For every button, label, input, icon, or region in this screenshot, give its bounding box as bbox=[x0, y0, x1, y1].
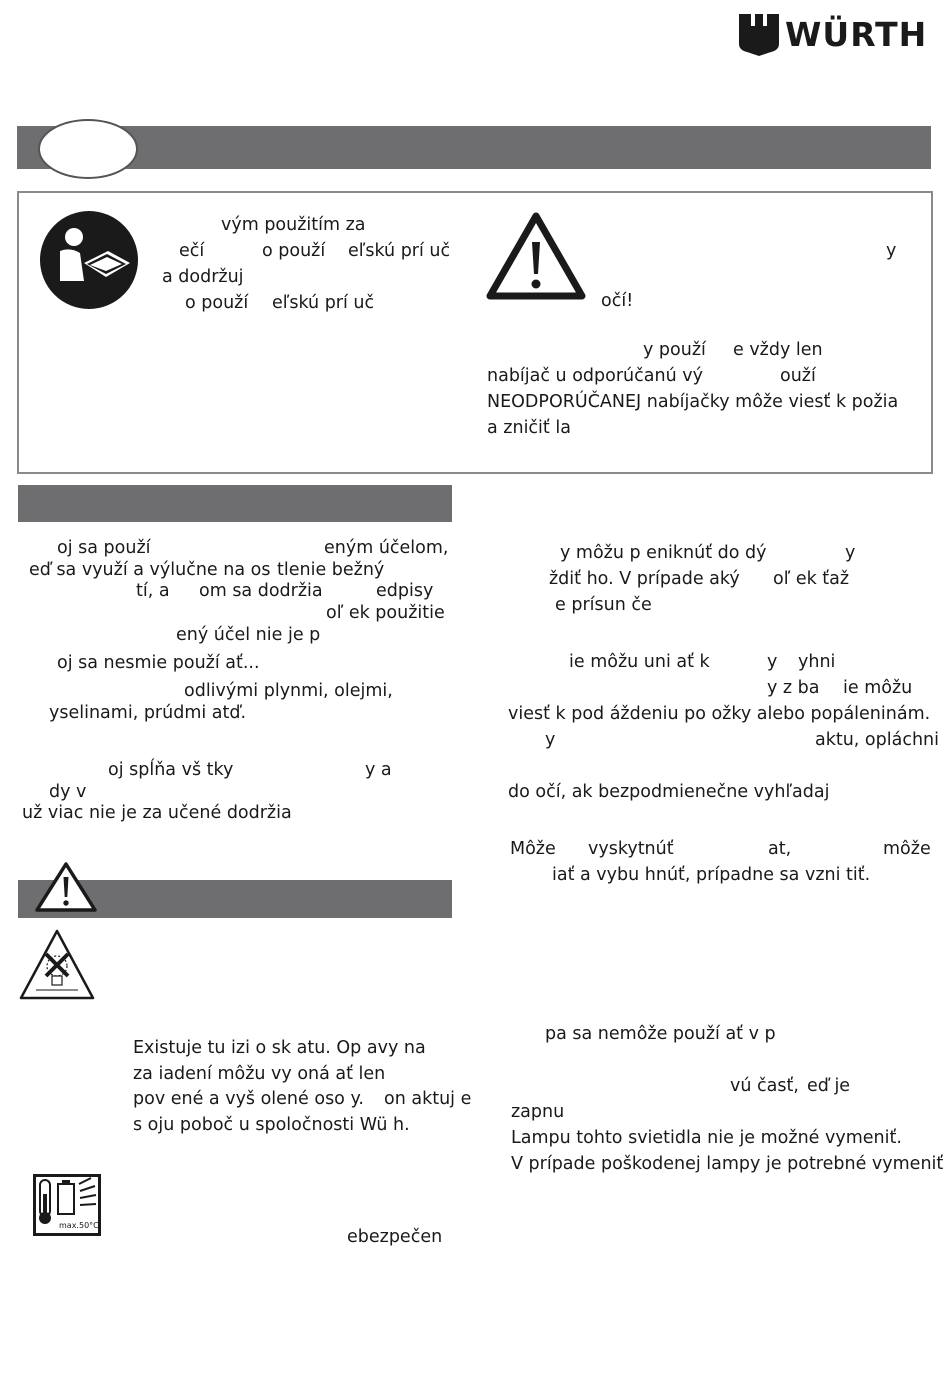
body-line: yselinami, prúdmi atď. bbox=[49, 703, 247, 723]
intro-right-line: ouží bbox=[780, 366, 816, 386]
body-line: pa sa nemôže použí ať v p bbox=[545, 1024, 776, 1044]
body-line: yhni bbox=[798, 652, 836, 672]
intro-right-line: e vždy len bbox=[733, 340, 823, 360]
body-line: oj sa použí bbox=[57, 538, 151, 558]
body-line: ie môžu bbox=[843, 678, 913, 698]
body-line: ený účel nie je p bbox=[176, 625, 321, 645]
body-line: zapnu bbox=[511, 1102, 565, 1122]
intro-left-line: o použí bbox=[262, 241, 326, 261]
body-line: Existuje tu izi o sk atu. Op avy na bbox=[133, 1038, 426, 1058]
section-bar-intended-use bbox=[18, 485, 452, 522]
intro-right-line: a zničiť la bbox=[487, 418, 571, 438]
body-line: už viac nie je za učené dodržia bbox=[22, 803, 292, 823]
body-line: ebezpečen bbox=[347, 1227, 443, 1247]
body-line: y bbox=[767, 652, 778, 672]
intro-box bbox=[17, 191, 933, 474]
body-line: odlivými plynmi, olejmi, bbox=[184, 681, 393, 701]
battery-temperature-icon bbox=[33, 1174, 101, 1236]
body-line: y bbox=[545, 730, 556, 750]
body-line: pov ené a vyš olené oso y. bbox=[133, 1089, 364, 1109]
body-line: at, bbox=[768, 839, 792, 859]
read-manual-icon bbox=[40, 211, 138, 309]
wurth-logo bbox=[739, 14, 934, 56]
warning-triangle-icon bbox=[486, 212, 586, 300]
body-line: oľ ek použitie bbox=[326, 603, 445, 623]
intro-left-line: o použí bbox=[185, 293, 249, 313]
light-hazard-icon bbox=[18, 928, 96, 1002]
body-line: dy v bbox=[49, 782, 87, 802]
body-line: ie môžu uni ať k bbox=[569, 652, 710, 672]
intro-left-line: a dodržuj bbox=[162, 267, 244, 287]
intro-left-line: eľskú prí uč bbox=[348, 241, 451, 261]
warning-triangle-icon bbox=[34, 861, 98, 913]
body-line: s oju poboč u spoločnosti Wü h. bbox=[133, 1115, 410, 1135]
body-line: on aktuj e bbox=[384, 1089, 472, 1109]
body-line: e prísun če bbox=[555, 595, 652, 615]
body-line: oj spĺňa vš tky bbox=[108, 760, 234, 780]
body-line: oj sa nesmie použí ať... bbox=[57, 653, 260, 673]
body-line: vyskytnúť bbox=[588, 839, 674, 859]
body-line: za iadení môžu vy oná ať len bbox=[133, 1064, 386, 1084]
body-line: môže bbox=[883, 839, 931, 859]
body-line: tí, a bbox=[136, 581, 170, 601]
intro-left-line: vým použitím za bbox=[221, 215, 366, 235]
language-badge bbox=[38, 119, 138, 179]
body-line: aktu, opláchni bbox=[815, 730, 940, 750]
body-line: om sa dodržia bbox=[199, 581, 323, 601]
brand-name: WÜRTH bbox=[785, 15, 928, 54]
body-line: y a bbox=[365, 760, 392, 780]
body-line: eď sa využí a výlučne na os bbox=[29, 560, 271, 580]
intro-right-line: y použí bbox=[643, 340, 706, 360]
body-line: ždiť ho. V prípade aký bbox=[549, 569, 740, 589]
body-line: oľ ek ťaž bbox=[773, 569, 850, 589]
top-title-bar bbox=[17, 126, 931, 169]
intro-right-line: nabíjač u odporúčanú vý bbox=[487, 366, 703, 386]
body-line: do očí, ak bezpodmienečne vyhľadaj bbox=[508, 782, 830, 802]
body-line: V prípade poškodenej lampy je potrebné vymeniť bbox=[511, 1154, 944, 1174]
body-line: iať a vybu hnúť, prípadne sa vzni tiť. bbox=[552, 865, 871, 885]
body-line: eným účelom, bbox=[324, 538, 449, 558]
intro-left-line: eľskú prí uč bbox=[272, 293, 375, 313]
wurth-emblem-icon bbox=[739, 14, 779, 56]
temperature-limit-label: max.50°C bbox=[59, 1221, 99, 1230]
intro-right-line: očí! bbox=[601, 291, 634, 311]
intro-right-line: y bbox=[886, 241, 897, 261]
body-line: tlenie bežný bbox=[277, 560, 385, 580]
body-line: y bbox=[845, 543, 856, 563]
body-line: vú časť, bbox=[730, 1076, 799, 1096]
body-line: edpisy bbox=[376, 581, 434, 601]
body-line: eď je bbox=[807, 1076, 851, 1096]
body-line: y z ba bbox=[767, 678, 820, 698]
body-line: viesť k pod áždeniu po ožky alebo popáleninám. bbox=[508, 704, 931, 724]
body-line: Lampu tohto svietidla nie je možné vymeniť. bbox=[511, 1128, 902, 1148]
body-line: Môže bbox=[510, 839, 556, 859]
intro-left-line: ečí bbox=[179, 241, 205, 261]
intro-right-line: NEODPORÚČANEJ nabíjačky môže viesť k požia bbox=[487, 392, 899, 412]
body-line: y môžu p eniknúť do dý bbox=[560, 543, 767, 563]
